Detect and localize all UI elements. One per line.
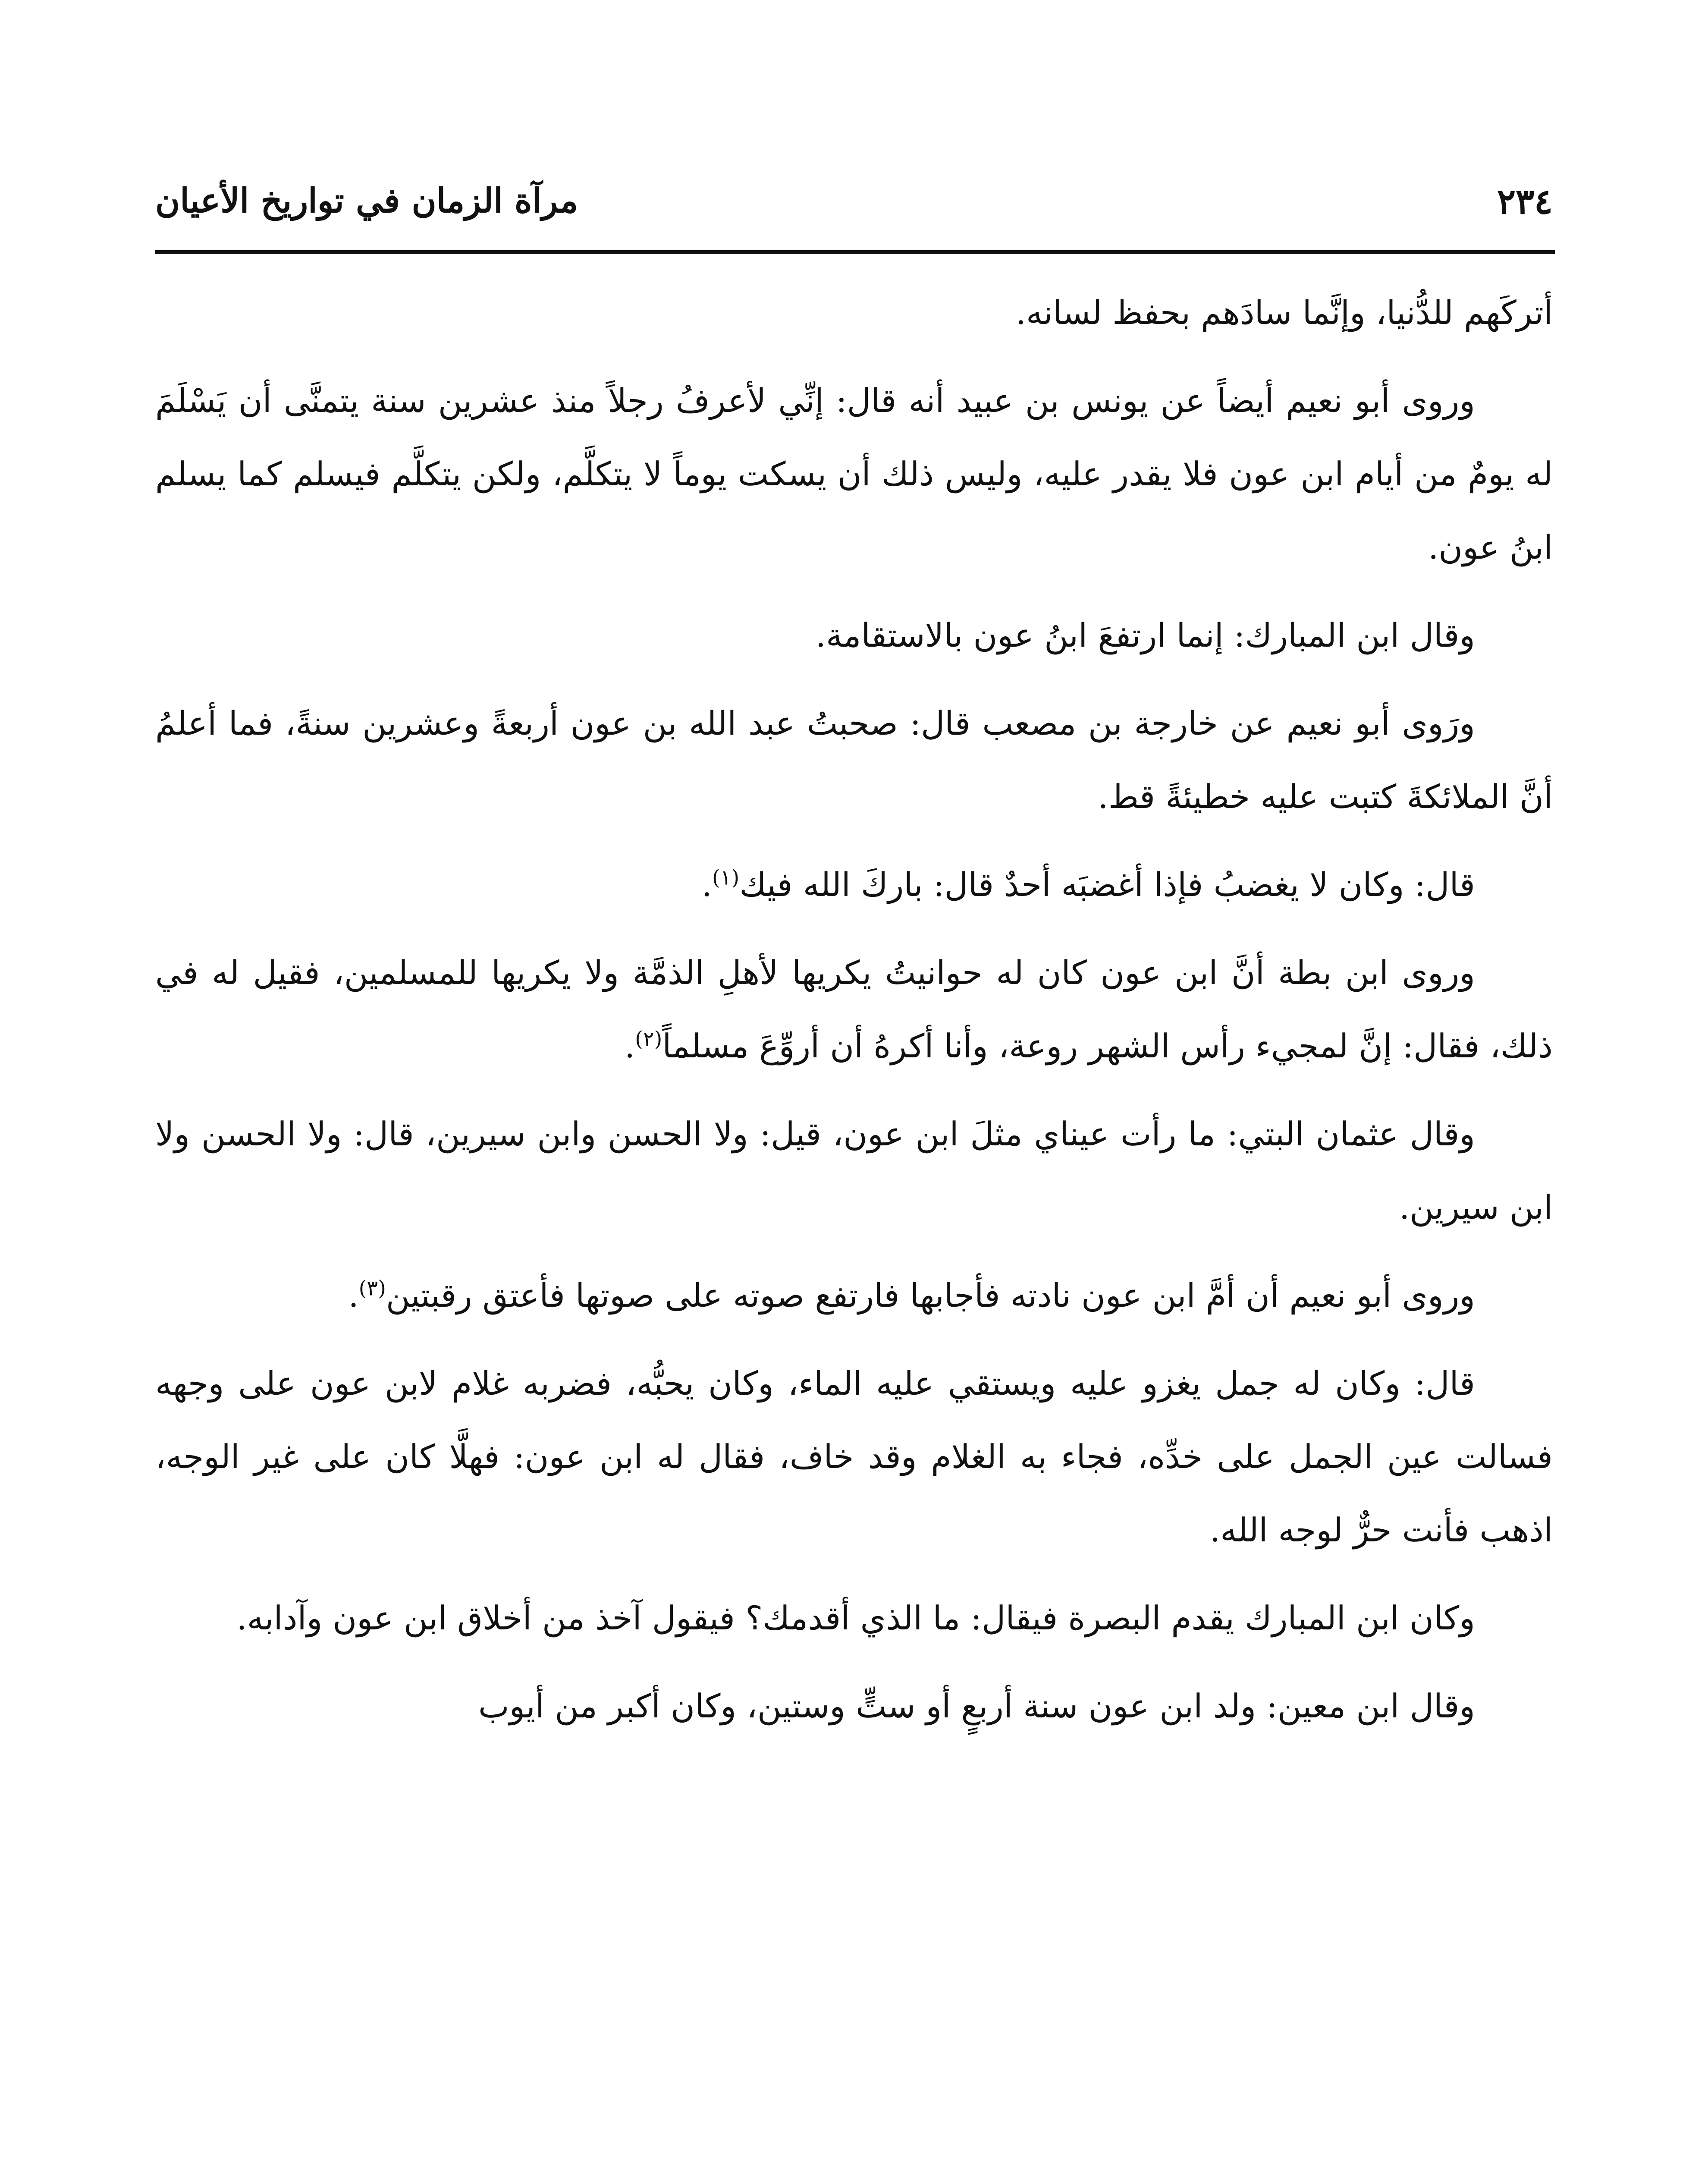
paragraph: قال: وكان له جمل يغزو عليه ويستقي عليه الماء، وكان يحبُّه، فضربه غلام لابن عون على وجهه فسالت عين الجمل على خدِّه، فجاء به الغلام وقد خاف، فقال له ابن عون: فهلَّا كان على غير الوجه، اذهب فأنت حرٌّ لوجه الله. bbox=[155, 1364, 1553, 1549]
paragraph: وروى أبو نعيم أيضاً عن يونس بن عبيد أنه قال: إنِّي لأعرفُ رجلاً منذ عشرين سنة يتمنَّى أن يَسْلَمَ له يومٌ من أيام ابن عون فلا يقدر عليه، وليس ذلك أن يسكت يوماً لا يتكلَّم، ولكن يتكلَّم فيسلم كما يسلم ابنُ عون. bbox=[155, 381, 1553, 566]
paragraph: وروى أبو نعيم أن أمَّ ابن عون نادته فأجابها فارتفع صوته على صوتها فأعتق رقبتين$^{(٣)}$. bbox=[348, 1276, 1475, 1314]
paragraph: وقال ابن المبارك: إنما ارتفعَ ابنُ عون بالاستقامة. bbox=[815, 616, 1475, 654]
paragraph: وروى ابن بطة أنَّ ابن عون كان له حوانيتُ يكريها لأهلِ الذمَّة ولا يكريها للمسلمين، فقيل له في ذلك، فقال: إنَّ لمجيء رأس الشهر روعة، وأنا أكرهُ أن أروِّعَ مسلماً$^{(٢)}$. bbox=[155, 953, 1553, 1065]
footnote-marker: (٢) bbox=[635, 1027, 662, 1051]
paragraph: قال: وكان لا يغضبُ فإذا أغضبَه أحدٌ قال: باركَ الله فيك$^{(١)}$. bbox=[701, 865, 1475, 904]
paragraph: وكان ابن المبارك يقدم البصرة فيقال: ما الذي أقدمك؟ فيقول آخذ من أخلاق ابن عون وآدابه. bbox=[236, 1599, 1475, 1637]
main-text bbox=[155, 276, 1553, 1758]
paragraph: ورَوى أبو نعيم عن خارجة بن مصعب قال: صحبتُ عبد الله بن عون أربعةً وعشرين سنةً، فما أعلمُ أنَّ الملائكةَ كتبت عليه خطيئةً قط. bbox=[155, 704, 1553, 816]
page-number: ٢٣٤ bbox=[1497, 181, 1553, 222]
paragraph: وقال عثمان البتي: ما رأت عيناي مثلَ ابن عون، قيل: ولا الحسن وابن سيرين، قال: ولا الحسن ولا ابن سيرين. bbox=[155, 1115, 1553, 1226]
paragraph: وقال ابن معين: ولد ابن عون سنة أربعٍ أو ستٍّ وستين، وكان أكبر من أيوب bbox=[478, 1687, 1475, 1725]
header-rule bbox=[155, 250, 1555, 254]
footnote-marker: (١) bbox=[712, 865, 740, 890]
running-title: مرآة الزمان في تواريخ الأعيان bbox=[155, 181, 578, 220]
running-header bbox=[155, 173, 1553, 233]
paragraph: أتركَهم للدُّنيا، وإنَّما سادَهم بحفظ لسانه. bbox=[1015, 293, 1553, 332]
footnote-marker: (٣) bbox=[358, 1276, 386, 1301]
